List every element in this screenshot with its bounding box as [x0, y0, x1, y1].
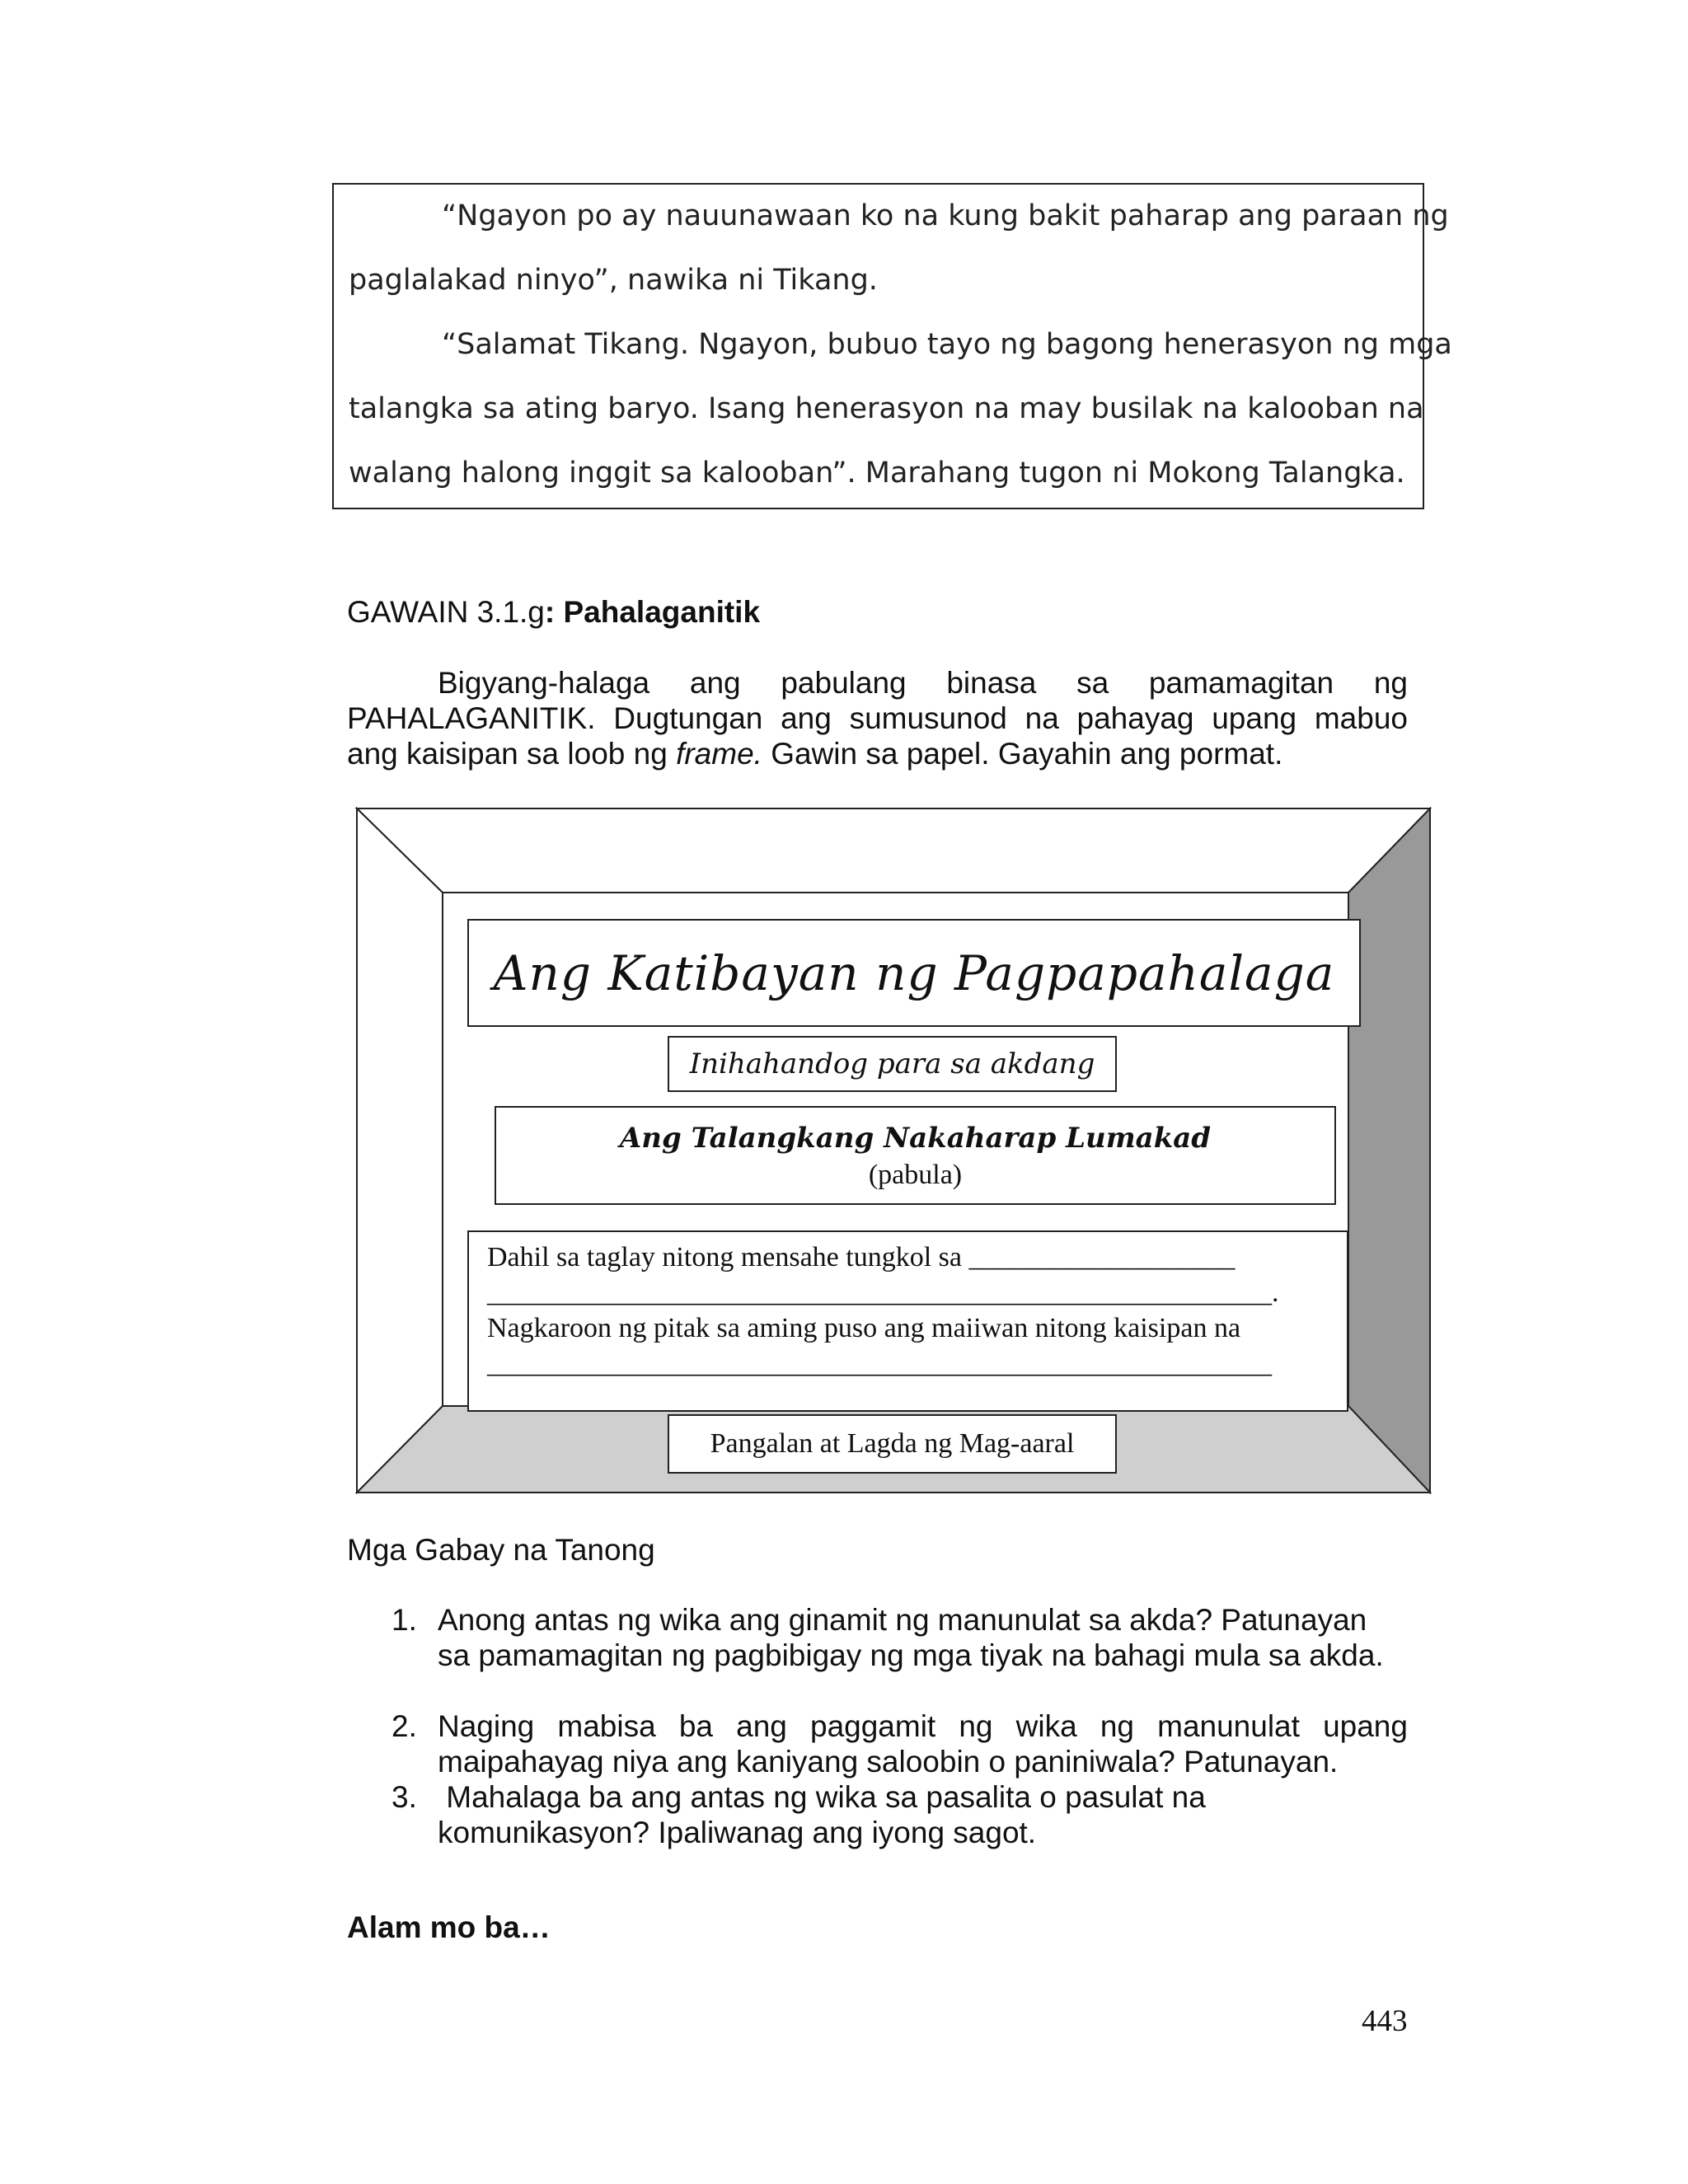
story-line: paglalakad ninyo”, nawika ni Tikang.	[349, 264, 878, 297]
message-line: Dahil sa taglay nitong mensahe tungkol sa ___________________	[487, 1242, 1236, 1272]
story-line: “Salamat Tikang. Ngayon, bubuo tayo ng bagong henerasyon ng mga	[442, 328, 1452, 361]
question-number: 3.	[392, 1780, 417, 1814]
question-text: maipahayag niya ang kaniyang saloobin o paniniwala? Patunayan.	[438, 1745, 1339, 1779]
frame-left-panel	[357, 808, 443, 1493]
alam-mo-ba-heading: Alam mo ba…	[347, 1910, 551, 1944]
signature-label: Pangalan at Lagda ng Mag-aaral	[710, 1428, 1075, 1459]
guide-heading: Mga Gabay na Tanong	[347, 1533, 655, 1567]
question-text: Naging mabisa ba ang paggamit ng wika ng manunulat upang	[438, 1709, 1408, 1743]
story-line: walang halong inggit sa kalooban”. Marahang tugon ni Mokong Talangka.	[349, 457, 1405, 490]
certificate-title: Ang Katibayan ng Pagpapahalaga	[493, 944, 1335, 1001]
question-number: 2.	[392, 1709, 417, 1743]
message-blank-line: ________________________________________________________	[487, 1348, 1272, 1379]
question-text: sa pamamagitan ng pagbibigay ng mga tiyak na bahagi mula sa akda.	[438, 1638, 1384, 1672]
instruction-line-1: Bigyang-halaga ang pabulang binasa sa pamamagitan ng	[438, 666, 1408, 700]
dedication-box	[668, 1036, 1117, 1092]
dedication-text: Inihahandog para sa akdang	[689, 1047, 1095, 1080]
signature-box	[668, 1414, 1117, 1474]
instruction-line-3: ang kaisipan sa loob ng frame. Gawin sa papel. Gayahin ang pormat.	[347, 737, 1283, 771]
story-line: “Ngayon po ay nauunawaan ko na kung bakit paharap ang paraan ng	[442, 199, 1449, 232]
frame-word: frame.	[676, 737, 762, 771]
activity-heading	[347, 595, 760, 630]
work-genre: (pabula)	[868, 1160, 963, 1190]
message-line: Nagkaroon ng pitak sa aming puso ang maiiwan nitong kaisipan na	[487, 1313, 1241, 1343]
question-number: 1.	[392, 1603, 417, 1637]
question-text: komunikasyon? Ipaliwanag ang iyong sagot.	[438, 1816, 1037, 1849]
message-blank-line: ________________________________________________________.	[487, 1277, 1279, 1308]
story-excerpt-box	[332, 183, 1452, 509]
certificate-title-box	[467, 919, 1361, 1027]
message-box	[467, 1230, 1348, 1412]
work-title: Ang Talangkang Nakaharap Lumakad	[619, 1122, 1212, 1155]
frame-right-panel	[1348, 808, 1430, 1493]
instruction-line-2: PAHALAGANITIK. Dugtungan ang sumusunod na pahayag upang mabuo	[347, 701, 1408, 735]
activity-title: : Pahalaganitik	[544, 595, 761, 629]
question-text: Anong antas ng wika ang ginamit ng manunulat sa akda? Patunayan	[438, 1603, 1367, 1637]
frame-top-panel	[357, 808, 1430, 893]
page-number: 443	[1362, 2004, 1408, 2038]
activity-label: GAWAIN 3.1.g	[347, 595, 545, 629]
story-line: talangka sa ating baryo. Isang henerasyon na may busilak na kalooban na	[349, 392, 1424, 425]
work-title-box	[495, 1106, 1336, 1205]
question-text: Mahalaga ba ang antas ng wika sa pasalita o pasulat na	[438, 1780, 1206, 1814]
